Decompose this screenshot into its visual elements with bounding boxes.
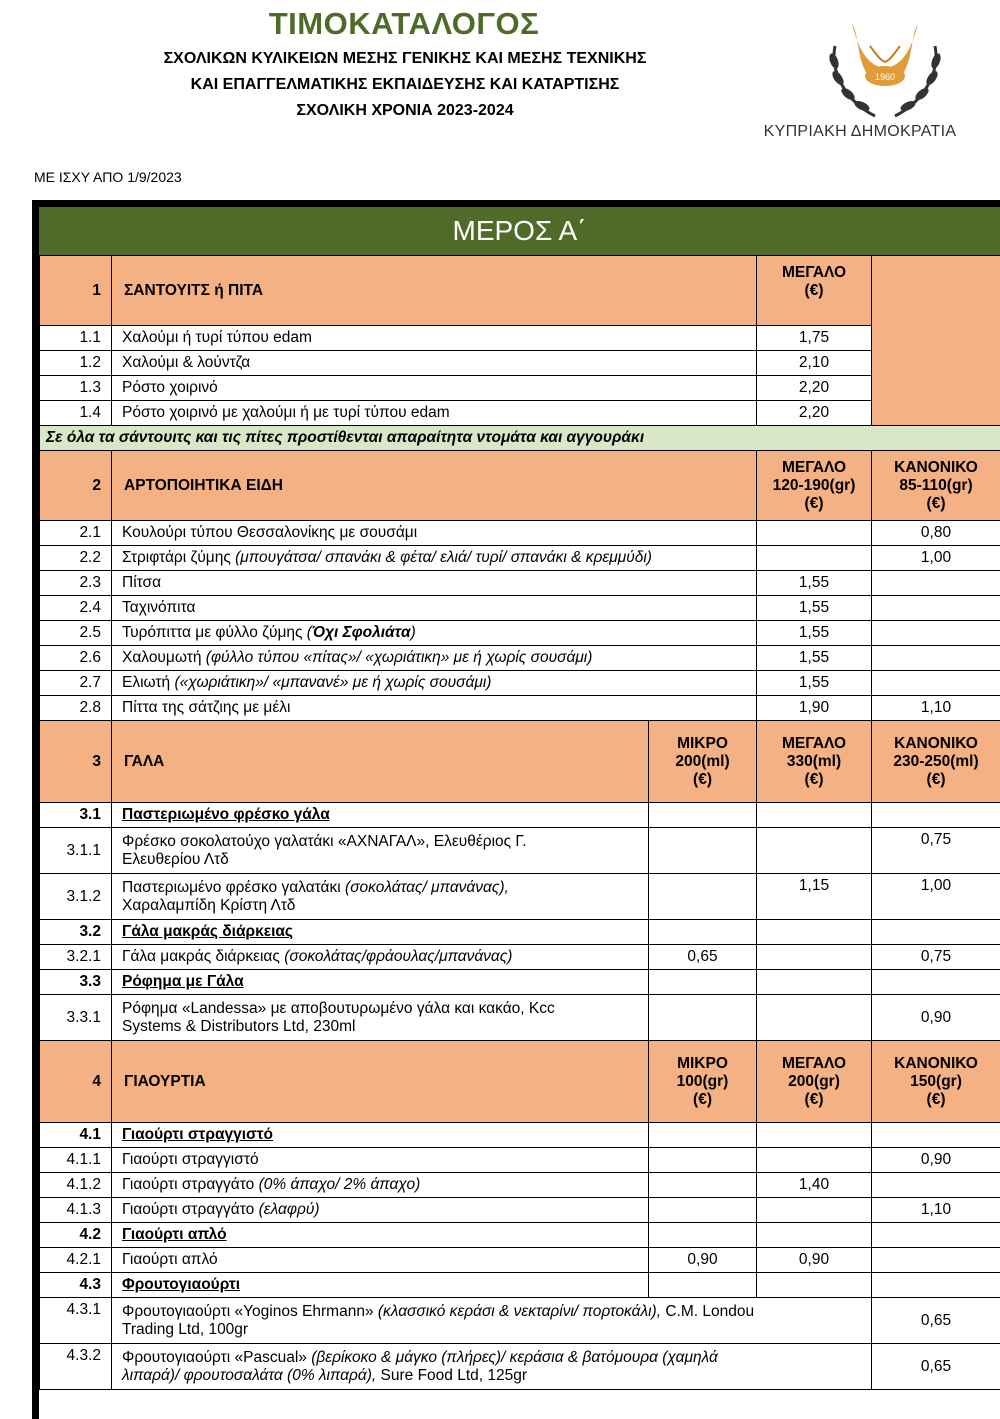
price-large: 1,55 <box>757 646 872 671</box>
price-normal: 1,00 <box>872 546 1000 571</box>
subsection-row <box>40 803 1000 828</box>
section-header <box>40 721 1000 803</box>
price-small: 0,65 <box>649 945 757 970</box>
item-number: 3.1.2 <box>40 874 112 920</box>
price-large: 2,20 <box>757 376 872 401</box>
section-number: 4 <box>40 1041 112 1123</box>
item-name: Ρόστο χοιρινό με χαλούμι ή με τυρί τύπου edam <box>112 401 757 426</box>
item-number: 4.2 <box>40 1223 112 1248</box>
table-row <box>40 621 1000 646</box>
item-number: 2.1 <box>40 521 112 546</box>
empty-cell <box>872 256 1000 426</box>
subsection-title: Φρουτογιαούρτι <box>112 1273 649 1298</box>
price-large: 1,55 <box>757 596 872 621</box>
price-large <box>757 1198 872 1223</box>
table-row <box>40 326 1000 351</box>
price-normal: 0,65 <box>872 1344 1000 1390</box>
table-row <box>40 945 1000 970</box>
price-normal: 0,90 <box>872 995 1000 1041</box>
table-row <box>40 1173 1000 1198</box>
note-row <box>40 426 1000 451</box>
column-header-normal: ΚΑΝΟΝΙΚΟ 230-250(ml) (€) <box>872 721 1000 803</box>
validity-date: ΜΕ ΙΣΧΥ ΑΠΟ 1/9/2023 <box>34 169 182 185</box>
item-number: 1.4 <box>40 401 112 426</box>
price-small: 0,90 <box>649 1248 757 1273</box>
section-title: ΓΑΛΑ <box>112 721 649 803</box>
item-number: 3.2 <box>40 920 112 945</box>
price-normal <box>872 596 1000 621</box>
price-normal <box>872 621 1000 646</box>
item-name: Παστεριωμένο φρέσκο γαλατάκι (σοκολάτας/ μπανάνας), Χαραλαμπίδη Κρίστη Λτδ <box>112 874 649 920</box>
table-row <box>40 546 1000 571</box>
price-normal: 1,00 <box>872 874 1000 920</box>
price-large: 1,55 <box>757 571 872 596</box>
table-row <box>40 1344 1000 1390</box>
section-title: ΑΡΤΟΠΟΙΗΤΙΚΑ ΕΙΔΗ <box>112 451 757 521</box>
price-small <box>649 828 757 874</box>
table-row <box>40 646 1000 671</box>
item-number: 3.2.1 <box>40 945 112 970</box>
item-number: 4.3.2 <box>40 1344 112 1390</box>
section-header <box>40 451 1000 521</box>
item-name: Χαλουμωτή (φύλλο τύπου «πίτας»/ «χωριάτικη» με ή χωρίς σουσάμι) <box>112 646 757 671</box>
item-name: Φρουτογιαούρτι «Pascual» (βερίκοκο & μάγκο (πλήρες)/ κεράσια & βατόμουρα (χαμηλά λιπαρά)/ φρουτοσαλάτα (0% λιπαρά), Sure Food Ltd, 125gr <box>112 1344 872 1390</box>
price-large: 2,20 <box>757 401 872 426</box>
item-number: 3.3 <box>40 970 112 995</box>
subsection-title: Γάλα μακράς διάρκειας <box>112 920 649 945</box>
item-number: 4.1.3 <box>40 1198 112 1223</box>
subsection-title: Παστεριωμένο φρέσκο γάλα <box>112 803 649 828</box>
price-normal <box>872 1173 1000 1198</box>
item-name: Χαλούμι ή τυρί τύπου edam <box>112 326 757 351</box>
price-large: 0,90 <box>757 1248 872 1273</box>
price-large: 1,75 <box>757 326 872 351</box>
column-header-large: ΜΕΓΑΛΟ (€) <box>757 256 872 326</box>
page-title: ΤΙΜΟΚΑΤΑΛΟΓΟΣ <box>268 6 540 41</box>
price-normal <box>872 1248 1000 1273</box>
table-row <box>40 995 1000 1041</box>
item-name: Ρόφημα «Landessa» με αποβουτυρωμένο γάλα και κακάο, Kcc Systems & Distributors Ltd, 230ml <box>112 995 649 1041</box>
item-number: 4.1.2 <box>40 1173 112 1198</box>
price-large: 1,55 <box>757 621 872 646</box>
price-normal: 0,65 <box>872 1298 1000 1344</box>
price-normal <box>872 571 1000 596</box>
price-table <box>39 255 1000 1390</box>
price-small <box>649 1198 757 1223</box>
table-row <box>40 521 1000 546</box>
section-number: 2 <box>40 451 112 521</box>
item-name: Τυρόπιττα με φύλλο ζύμης (Όχι Σφολιάτα) <box>112 621 757 646</box>
subsection-row <box>40 920 1000 945</box>
item-name: Γιαούρτι απλό <box>112 1248 649 1273</box>
price-normal: 0,75 <box>872 945 1000 970</box>
table-row <box>40 401 1000 426</box>
table-row <box>40 571 1000 596</box>
table-row <box>40 351 1000 376</box>
table-row <box>40 1298 1000 1344</box>
price-small <box>649 1148 757 1173</box>
table-row <box>40 671 1000 696</box>
item-number: 1.3 <box>40 376 112 401</box>
item-number: 2.2 <box>40 546 112 571</box>
price-list <box>39 207 1000 1419</box>
item-number: 3.1 <box>40 803 112 828</box>
item-name: Γιαούρτι στραγγάτο (ελαφρύ) <box>112 1198 649 1223</box>
item-name: Ελιωτή («χωριάτικη»/ «μπανανέ» με ή χωρίς σουσάμι) <box>112 671 757 696</box>
price-small <box>649 874 757 920</box>
item-number: 1.1 <box>40 326 112 351</box>
item-name: Φρουτογιαούρτι «Yoginos Ehrmann» (κλασσικό κεράσι & νεκταρίνι/ πορτοκάλι), C.M. Londou Trading Ltd, 100gr <box>112 1298 872 1344</box>
price-small <box>649 995 757 1041</box>
subsection-row <box>40 1273 1000 1298</box>
price-large <box>757 828 872 874</box>
item-number: 4.3.1 <box>40 1298 112 1344</box>
item-name: Ταχινόπιτα <box>112 596 757 621</box>
column-header-small: ΜΙΚΡΟ 100(gr) (€) <box>649 1041 757 1123</box>
item-name: Γάλα μακράς διάρκειας (σοκολάτας/φράουλας/μπανάνας) <box>112 945 649 970</box>
price-normal: 0,90 <box>872 1148 1000 1173</box>
item-number: 4.3 <box>40 1273 112 1298</box>
column-header-small: ΜΙΚΡΟ 200(ml) (€) <box>649 721 757 803</box>
item-name: Φρέσκο σοκολατούχο γαλατάκι «ΑΧΝΑΓΑΛ», Ελευθέριος Γ. Ελευθερίου Λτδ <box>112 828 649 874</box>
subtitle-line-1: ΣΧΟΛΙΚΩΝ ΚΥΛΙΚΕΙΩΝ ΜΕΣΗΣ ΓΕΝΙΚΗΣ ΚΑΙ ΜΕΣΗΣ ΤΕΧΝΙΚΗΣ <box>163 50 647 67</box>
price-large <box>757 521 872 546</box>
price-large: 1,90 <box>757 696 872 721</box>
item-number: 4.1 <box>40 1123 112 1148</box>
item-number: 2.8 <box>40 696 112 721</box>
item-number: 1.2 <box>40 351 112 376</box>
item-name: Πίττα της σάτζιης με μέλι <box>112 696 757 721</box>
price-large <box>757 945 872 970</box>
item-number: 4.2.1 <box>40 1248 112 1273</box>
price-large: 1,40 <box>757 1173 872 1198</box>
table-row <box>40 376 1000 401</box>
table-row <box>40 828 1000 874</box>
price-normal <box>872 671 1000 696</box>
subtitle-line-3: ΣΧΟΛΙΚΗ ΧΡΟΝΙΑ 2023-2024 <box>296 102 514 119</box>
column-header-large: ΜΕΓΑΛΟ 330(ml) (€) <box>757 721 872 803</box>
price-large <box>757 546 872 571</box>
subsection-title: Γιαούρτι στραγγιστό <box>112 1123 649 1148</box>
part-title: ΜΕΡΟΣ Α΄ <box>39 207 1000 255</box>
item-number: 2.3 <box>40 571 112 596</box>
subsection-row <box>40 970 1000 995</box>
price-normal <box>872 646 1000 671</box>
item-name: Χαλούμι & λούντζα <box>112 351 757 376</box>
section-number: 1 <box>40 256 112 326</box>
item-number: 3.3.1 <box>40 995 112 1041</box>
price-normal: 0,75 <box>872 828 1000 874</box>
price-normal: 1,10 <box>872 1198 1000 1223</box>
column-header-normal: ΚΑΝΟΝΙΚΟ 150(gr) (€) <box>872 1041 1000 1123</box>
item-number: 2.6 <box>40 646 112 671</box>
svg-text:1960: 1960 <box>874 72 896 82</box>
price-large <box>757 995 872 1041</box>
section-number: 3 <box>40 721 112 803</box>
price-large: 2,10 <box>757 351 872 376</box>
price-large: 1,15 <box>757 874 872 920</box>
subsection-title: Γιαούρτι απλό <box>112 1223 649 1248</box>
price-large: 1,55 <box>757 671 872 696</box>
subtitle-line-2: ΚΑΙ ΕΠΑΓΓΕΛΜΑΤΙΚΗΣ ΕΚΠΑΙΔΕΥΣΗΣ ΚΑΙ ΚΑΤΑΡΤΙΣΗΣ <box>190 76 620 93</box>
table-row <box>40 1198 1000 1223</box>
subsection-title: Ρόφημα με Γάλα <box>112 970 649 995</box>
section-header <box>40 256 1000 326</box>
item-name: Κουλούρι τύπου Θεσσαλονίκης με σουσάμι <box>112 521 757 546</box>
price-normal: 1,10 <box>872 696 1000 721</box>
section-title: ΣΑΝΤΟΥΙΤΣ ή ΠΙΤΑ <box>112 256 757 326</box>
item-number: 2.5 <box>40 621 112 646</box>
item-name: Γιαούρτι στραγγάτο (0% άπαχο/ 2% άπαχο) <box>112 1173 649 1198</box>
item-number: 2.7 <box>40 671 112 696</box>
item-name: Στριφτάρι ζύμης (μπουγάτσα/ σπανάκι & φέτα/ ελιά/ τυρί/ σπανάκι & κρεμμύδι) <box>112 546 757 571</box>
subsection-row <box>40 1223 1000 1248</box>
column-header-large: ΜΕΓΑΛΟ 120-190(gr) (€) <box>757 451 872 521</box>
item-name: Ρόστο χοιρινό <box>112 376 757 401</box>
item-number: 2.4 <box>40 596 112 621</box>
emblem-label: ΚΥΠΡΙΑΚΗ ΔΗΜΟΚΡΑΤΙΑ <box>763 123 957 140</box>
column-header-normal: ΚΑΝΟΝΙΚΟ 85-110(gr) (€) <box>872 451 1000 521</box>
note-text: Σε όλα τα σάντουιτς και τις πίτες προστίθενται απαραίτητα ντομάτα και αγγουράκι <box>40 426 1000 451</box>
table-row <box>40 596 1000 621</box>
price-list-frame <box>32 200 1000 1419</box>
item-number: 4.1.1 <box>40 1148 112 1173</box>
price-small <box>649 1173 757 1198</box>
table-row <box>40 1148 1000 1173</box>
table-row <box>40 1248 1000 1273</box>
price-large <box>757 1148 872 1173</box>
section-header <box>40 1041 1000 1123</box>
table-row <box>40 696 1000 721</box>
item-name: Γιαούρτι στραγγιστό <box>112 1148 649 1173</box>
item-name: Πίτσα <box>112 571 757 596</box>
price-normal: 0,80 <box>872 521 1000 546</box>
subsection-row <box>40 1123 1000 1148</box>
table-row <box>40 874 1000 920</box>
section-title: ΓΙΑΟΥΡΤΙΑ <box>112 1041 649 1123</box>
column-header-large: ΜΕΓΑΛΟ 200(gr) (€) <box>757 1041 872 1123</box>
item-number: 3.1.1 <box>40 828 112 874</box>
